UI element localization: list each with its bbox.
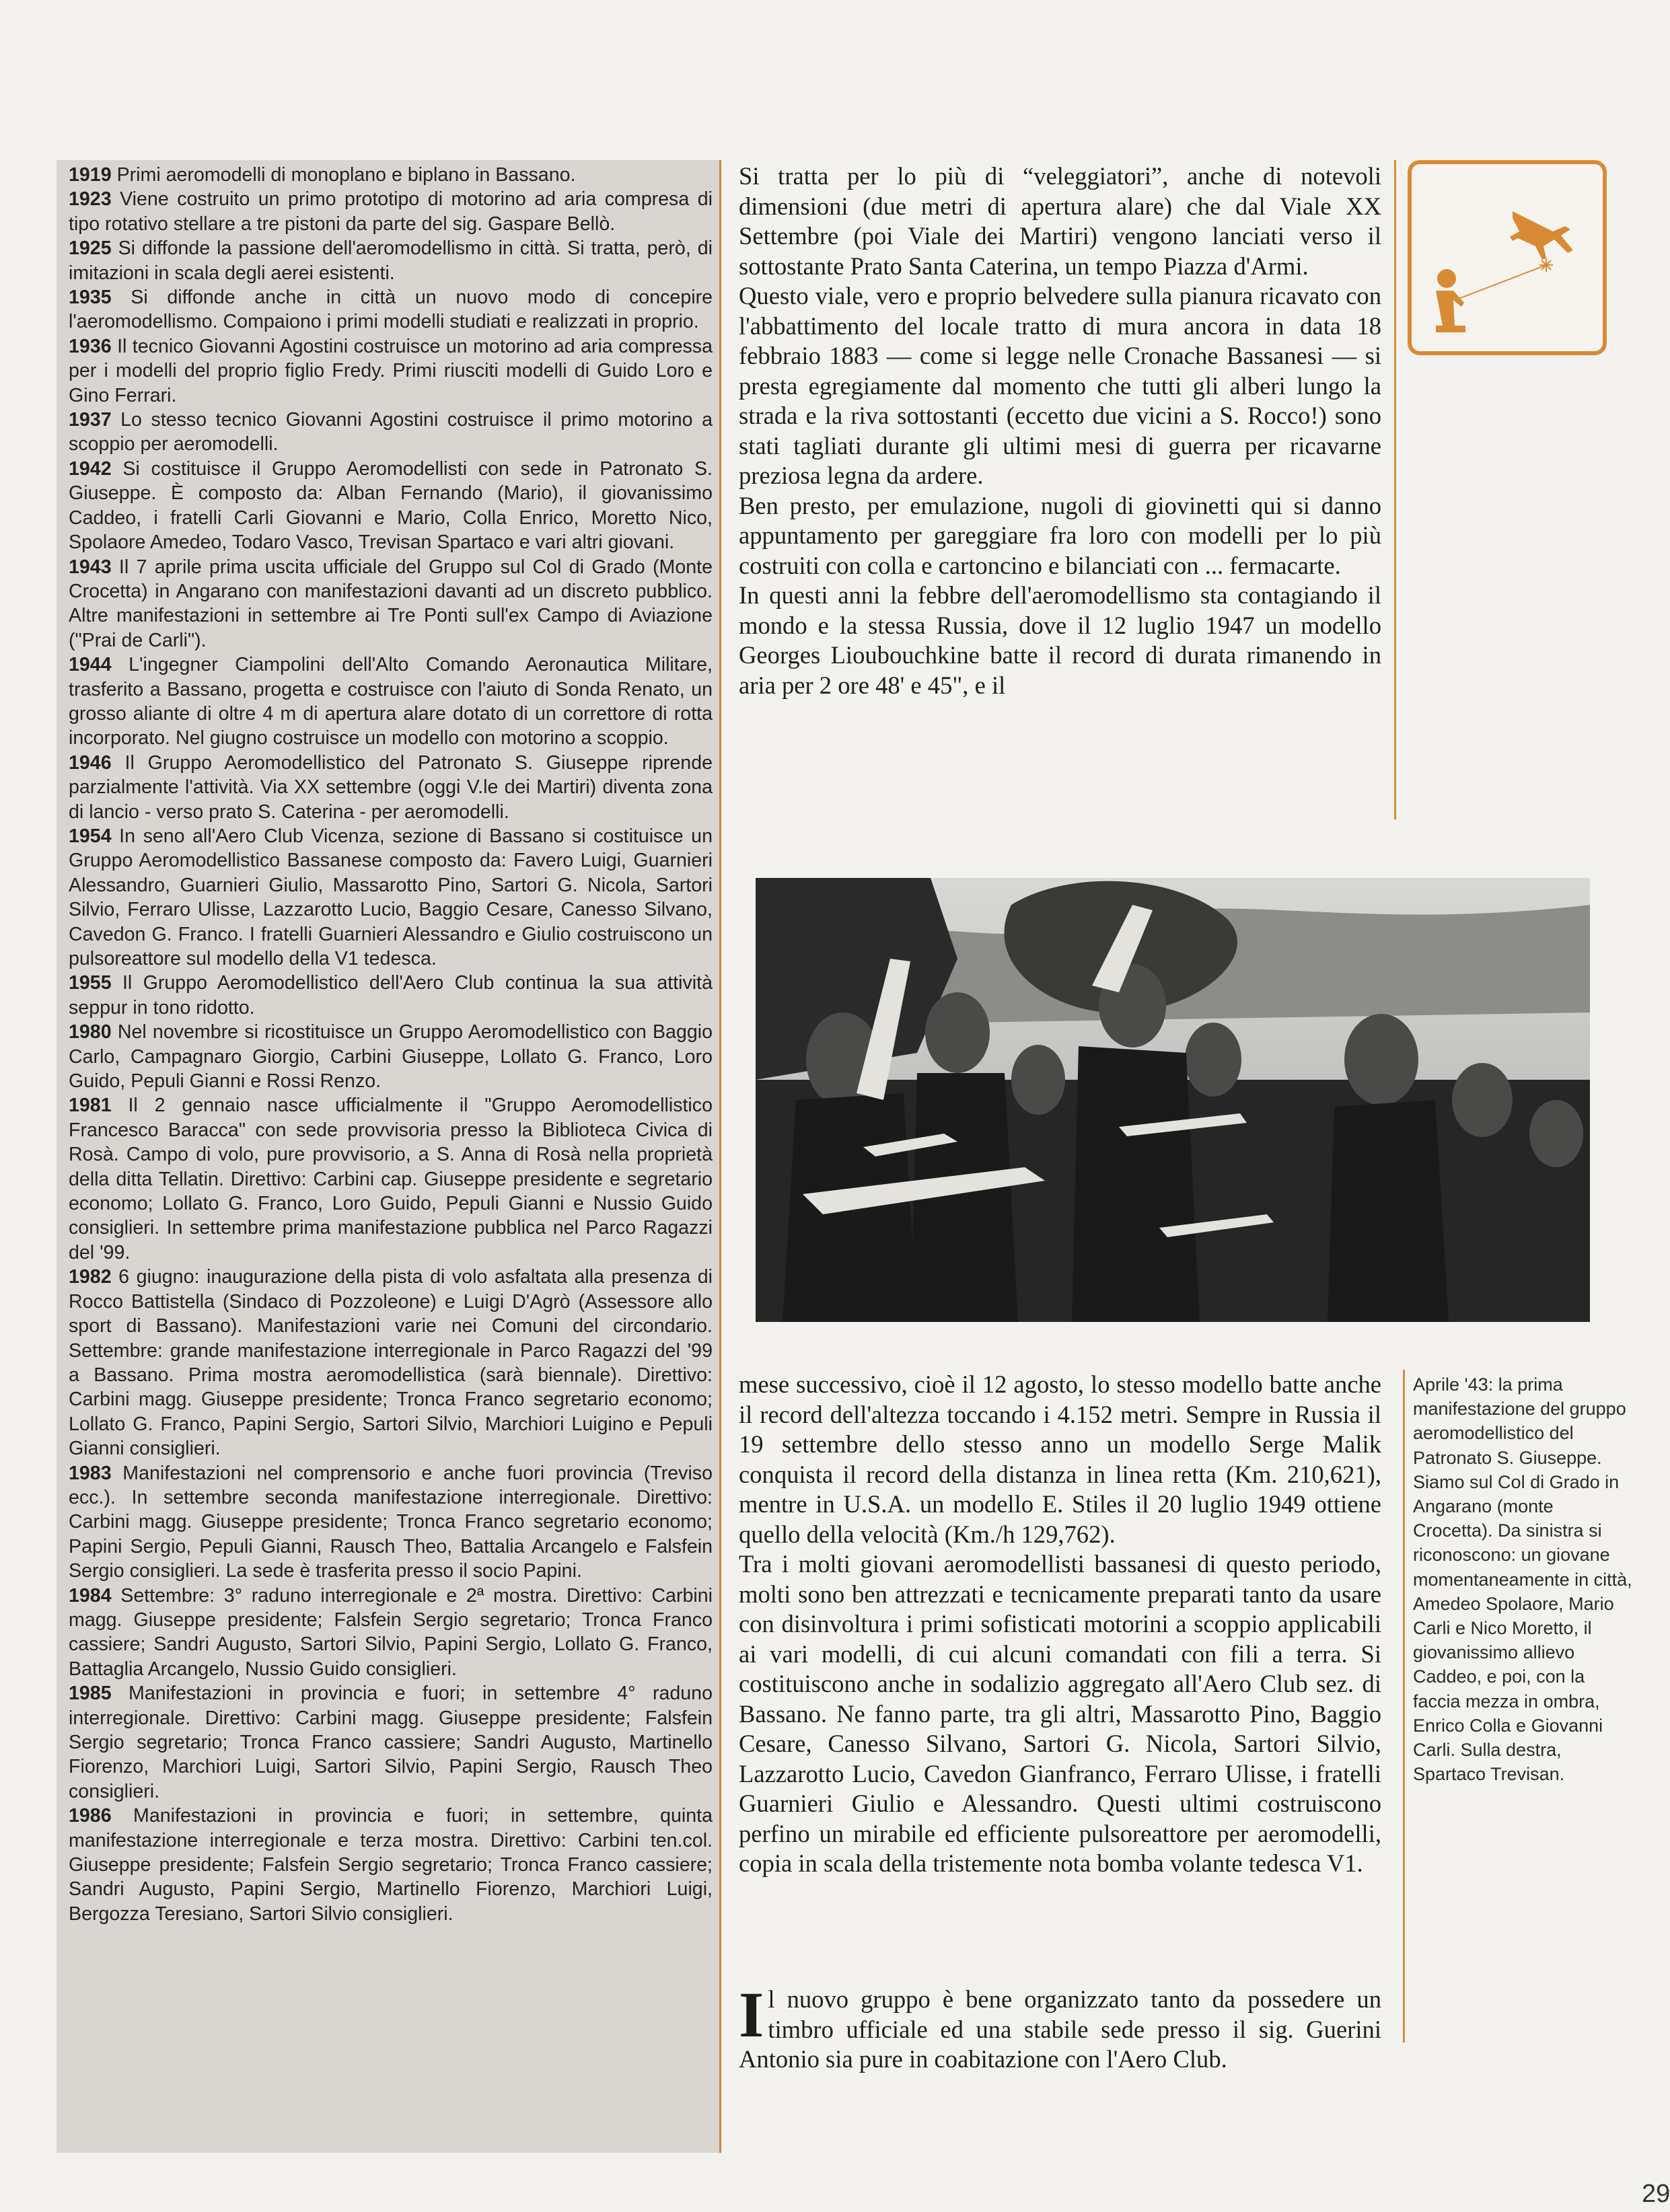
chronology-entry (69, 408, 713, 457)
chronology-year: 1942 (69, 457, 112, 480)
drop-cap: I (739, 1979, 764, 2051)
body-paragraph: Questo viale, vero e proprio belvedere sulla pianura ricavato con l'abbattimento del locale tratto di mura ancora in data 18 febbraio 1883 — come si legge nelle Cronache Bassanesi — si presta egregiamente dal momento che tutti gli alberi lungo la strada e la riva sottostanti (eccetto due vicini a S. Rocco!) sono stati tagliati durante gli ultimi mesi di guerra per ricavarne preziosa legna da ardere. (739, 282, 1381, 489)
chronology-year: 1982 (69, 1266, 112, 1288)
chronology-year: 1937 (69, 409, 112, 431)
body-paragraph: Tra i molti giovani aeromodellisti bassanesi di questo periodo, molti sono ben attrezzati e tecnicamente preparati tanto da usare con disinvoltura i primi sofisticati motorini a scoppio applicabili ai vari modelli, di cui alcuni comandati con fili a terra. Si costituiscono anche in sodalizio aggregato all'Aero Club sez. di Bassano. Ne fanno parte, tra gli altri, Massarotto Pino, Baggio Cesare, Canesso Silvano, Sartori G. Nicola, Sartori Silvio, Lazzarotto Lucio, Cavedon Gianfranco, Ferraro Ulisse, i fratelli Guarnieri Giulio e Alessandro. Questi ultimi costruiscono perfino un mirabile ed efficiente pulsoreattore per aeromodelli, copia in scala della tristemente nota bomba volante tedesca V1. (739, 1550, 1381, 1877)
chronology-entry (69, 653, 713, 751)
chronology-text: Il tecnico Giovanni Agostini costruisce un motorino ad aria compressa per i modelli del proprio figlio Fredy. Primi riusciti modelli di Guido Loro e Gino Ferrari. (69, 335, 713, 406)
caption-rule (1403, 1370, 1405, 2042)
chronology-entry (69, 163, 713, 187)
photo-caption: Aprile '43: la prima manifestazione del gruppo aeromodellistico del Patronato S. Giuseppe. Siamo sul Col di Grado in Angarano (monte Crocetta). Da sinistra si riconoscono: un giovane momentaneamente in città, Amedeo Spolaore, Mario Carli e Nico Moretto, il giovanissimo allievo Caddeo, e poi, con la faccia mezza in ombra, Enrico Colla e Giovanni Carli. Sulla destra, Spartaco Trevisan. (1413, 1374, 1632, 1785)
chronology-text: Si diffonde la passione dell'aeromodellismo in città. Si tratta, però, di imitazioni in scala degli aerei esistenti. (69, 237, 713, 284)
chronology-year: 1936 (69, 335, 112, 357)
chronology-year: 1984 (69, 1584, 112, 1607)
chronology-text: Manifestazioni nel comprensorio e anche fuori provincia (Treviso ecc.). In settembre seconda manifestazione interregionale. Direttivo: Carbini magg. Giuseppe presidente; Tronca Franco segretario economo; Papini Sergio, Pepuli Gianni, Rausch Theo, Battalia Arcangelo e Falsfein Sergio consiglieri. La sede è trasferita presso il socio Papini. (69, 1462, 713, 1582)
chronology-year: 1955 (69, 972, 112, 994)
chronology-entry (69, 1020, 713, 1093)
chronology-text: Nel novembre si ricostituisce un Gruppo Aeromodellistico con Baggio Carlo, Campagnaro Giorgio, Carbini Giuseppe, Lollato G. Franco, Loro Guido, Pepuli Gianni e Rossi Renzo. (69, 1021, 713, 1093)
chronology-year: 1985 (69, 1683, 112, 1705)
chronology-text: In seno all'Aero Club Vicenza, sezione di Bassano si costituisce un Gruppo Aeromodellistico Bassanese composto da: Favero Luigi, Guarnieri Alessandro, Guarnieri Giulio, Massarotto Pino, Sartori G. Nicola, Sartori Silvio, Ferraro Ulisse, Lazzarotto Lucio, Baggio Cesare, Canesso Silvano, Cavedon G. Franco. I fratelli Guarnieri Alessandro e Giulio costruiscono un pulsoreattore sul modello della V1 tedesca. (69, 825, 713, 969)
chronology-year: 1919 (69, 164, 112, 186)
model-aircraft-pilot-icon (1412, 164, 1603, 351)
chronology-entry (69, 236, 713, 285)
chronology-entry (69, 751, 713, 824)
icon-box (1408, 160, 1607, 355)
chronology-text: L'ingegner Ciampolini dell'Alto Comando Aeronautica Militare, trasferito a Bassano, progetta e costruisce con l'aiuto di Sonda Renato, un grosso aliante di oltre 4 m di apertura alare dotato di un correttore di rotta incorporato. Nel giugno costruisce un modello con motorino a scoppio. (69, 654, 713, 749)
chronology-entry (69, 1461, 713, 1584)
chronology-entry (69, 555, 713, 653)
chronology-entry (69, 1804, 713, 1926)
chronology-year: 1944 (69, 654, 112, 676)
chronology-text: Il Gruppo Aeromodellistico del Patronato S. Giuseppe riprende parzialmente l'attività. Via XX settembre (oggi V.le dei Martiri) diventa zona di lancio - verso prato S. Caterina - per aeromodelli. (69, 751, 713, 823)
chronology-entry (69, 1265, 713, 1461)
final-paragraph: l nuovo gruppo è bene organizzato tanto da possedere un timbro ufficiale ed una stabile sede presso il sig. Guerini Antonio sia pure in coabitazione con l'Aero Club. (739, 1985, 1381, 2073)
chronology-year: 1935 (69, 287, 112, 309)
body-text-final (739, 1979, 1381, 2133)
chronology-year: 1946 (69, 751, 112, 774)
chronology-entry (69, 824, 713, 971)
chronology-entry (69, 334, 713, 408)
chronology-year: 1943 (69, 556, 112, 578)
chronology-text: Viene costruito un primo prototipo di motorino ad aria compresa di tipo rotativo stellare a tre pistoni da parte del sig. Gaspare Bellò. (69, 188, 713, 235)
historical-photo (756, 878, 1590, 1322)
chronology-year: 1986 (69, 1805, 112, 1827)
chronology-text: Si costituisce il Gruppo Aeromodellisti con sede in Patronato S. Giuseppe. È composto da: Alban Fernando (Mario), il giovanissimo Caddeo, i fratelli Carli Giovanni e Mario, Colla Enrico, Moretto Nico, Spolaore Amedeo, Todaro Vasco, Trevisan Spartaco e vari altri giovani. (69, 457, 713, 554)
side-rule (1394, 160, 1396, 819)
body-text-top (739, 161, 1381, 794)
chronology-entry (69, 187, 713, 236)
chronology-box (57, 160, 721, 2153)
chronology-text: Il 7 aprile prima uscita ufficiale del Gruppo sul Col di Grado (Monte Crocetta) in Angarano con manifestazioni davanti ad un discreto pubblico. Altre manifestazioni in settembre ai Tre Ponti sull'ex Campo di Aviazione ("Prai de Carli"). (69, 556, 713, 651)
chronology-text: Il Gruppo Aeromodellistico dell'Aero Club continua la sua attività seppur in tono ridotto. (69, 972, 713, 1019)
chronology-text: Il 2 gennaio nasce ufficialmente il "Gruppo Aeromodellistico Francesco Baracca" con sede provvisoria presso la Biblioteca Civica di Rosà. Campo di volo, pure provvisorio, a S. Anna di Rosà nella proprietà della ditta Tellatin. Direttivo: Carbini cap. Giuseppe presidente e segretario economo; Lollato G. Franco, Loro Guido, Pepuli Gianni e Nussio Guido consiglieri. In settembre prima manifestazione pubblica nel Parco Ragazzi del '99. (69, 1095, 713, 1263)
chronology-year: 1980 (69, 1021, 112, 1043)
chronology-text: 6 giugno: inaugurazione della pista di volo asfaltata alla presenza di Rocco Battistella (Sindaco di Pozzoleone) e Luigi D'Agrò (Assessore allo sport di Bassano). Manifestazioni varie nei Comuni del circondario. Settembre: grande manifestazione interregionale in Parco Ragazzi del '99 a Bassano. Prima mostra aeromodellistica (sarà biennale). Direttivo: Carbini magg. Giuseppe presidente; Tronca Franco segretario economo; Lollato G. Franco, Papini Sergio, Sartori Silvio, Marchiori Luigino e Pepuli Gianni consiglieri. (69, 1266, 713, 1460)
chronology-entry (69, 1681, 713, 1804)
chronology-year: 1981 (69, 1095, 112, 1117)
body-paragraph: In questi anni la febbre dell'aeromodellismo sta contagiando il mondo e la stessa Russia, dove il 12 luglio 1947 un modello Georges Lioubouchkine batte il record di durata rimanendo in aria per 2 ore 48' e 45", e il (739, 581, 1381, 699)
chronology-text: Manifestazioni in provincia e fuori; in settembre 4° raduno interregionale. Direttivo: Carbini magg. Giuseppe presidente; Falsfein Sergio segretario; Tronca Franco cassiere; Sandri Augusto, Martinello Fiorenzo, Marchiori Luigi, Sartori Silvio, Papini Sergio, Rausch Theo consiglieri. (69, 1683, 713, 1802)
chronology-entry (69, 285, 713, 334)
chronology-year: 1925 (69, 237, 112, 260)
chronology-text: Settembre: 3° raduno interregionale e 2ª mostra. Direttivo: Carbini magg. Giuseppe presidente; Falsfein Sergio segretario; Tronca Franco cassiere; Sandri Augusto, Sartori Silvio, Papini Sergio, Lollato G. Franco, Battaglia Arcangelo, Nussio Guido consiglieri. (69, 1584, 713, 1680)
chronology-year: 1923 (69, 188, 112, 211)
chronology-entry (69, 1584, 713, 1682)
chronology-text: Primi aeromodelli di monoplano e biplano in Bassano. (111, 164, 576, 186)
body-paragraph: Ben presto, per emulazione, nugoli di giovinetti qui si danno appuntamento per gareggiare fra loro con modelli per lo più costruiti con colla e cartoncino e bilanciati con ... fermacarte. (739, 491, 1381, 579)
chronology-text: Manifestazioni in provincia e fuori; in settembre, quinta manifestazione interregionale e terza mostra. Direttivo: Carbini ten.col. Giuseppe presidente; Falsfein Sergio segretario; Tronca Franco cassiere; Sandri Augusto, Papini Sergio, Martinello Fiorenzo, Marchiori Luigi, Bergozza Teresiano, Sartori Silvio consiglieri. (69, 1805, 713, 1925)
body-paragraph: Si tratta per lo più di “veleggiatori”, anche di notevoli dimensioni (due metri di apertura alare) che dal Viale XX Settembre (poi Viale dei Martiri) vengono lanciati verso il sottostante Prato Santa Caterina, un tempo Piazza d'Armi. (739, 162, 1381, 280)
chronology-text: Lo stesso tecnico Giovanni Agostini costruisce il primo motorino a scoppio per aeromodelli. (69, 409, 713, 455)
page-number: 29 (1642, 2180, 1670, 2208)
chronology-entry (69, 457, 713, 555)
chronology-year: 1954 (69, 825, 112, 847)
body-text-bottom (739, 1370, 1381, 1955)
chronology-year: 1983 (69, 1462, 112, 1484)
group-photo-illustration (756, 878, 1590, 1322)
chronology-entry (69, 1093, 713, 1265)
chronology-text: Si diffonde anche in città un nuovo modo di concepire l'aeromodellismo. Compaiono i primi modelli studiati e realizzati in proprio. (69, 287, 713, 333)
body-paragraph: mese successivo, cioè il 12 agosto, lo stesso modello batte anche il record dell'altezza toccando i 4.152 metri. Sempre in Russia il 19 settembre dello stesso anno un modello Serge Malik conquista il record della distanza in linea retta (Km. 210,621), mentre in U.S.A. un modello E. Stiles il 20 luglio 1949 ottiene quello della velocità (Km./h 129,762). (739, 1370, 1381, 1548)
chronology-entry (69, 971, 713, 1020)
